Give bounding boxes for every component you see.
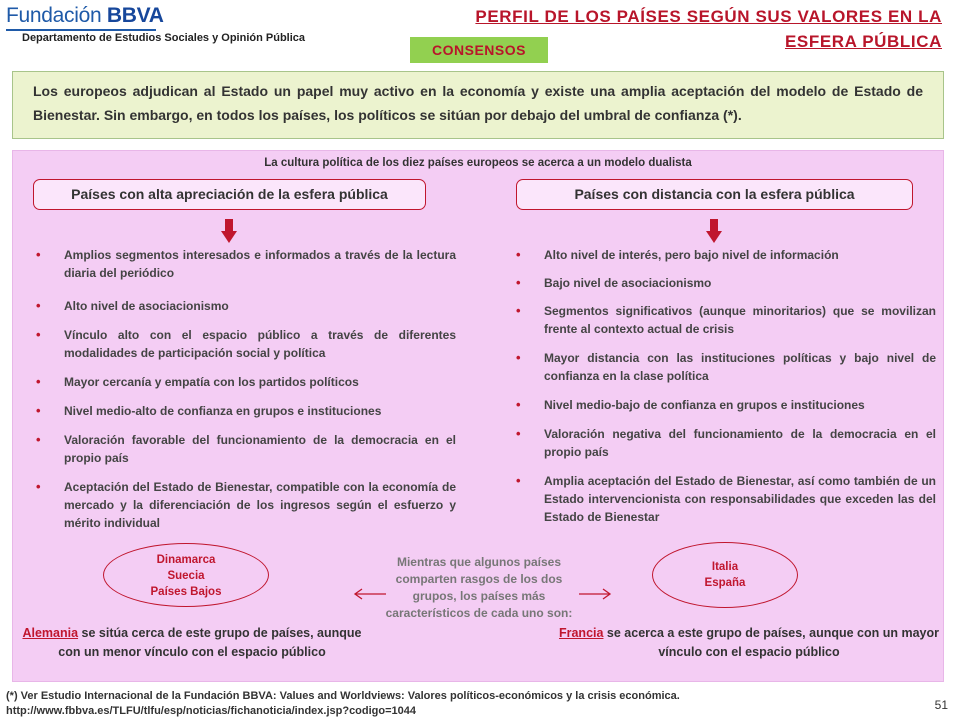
right-country-note xyxy=(556,624,942,662)
list-item: • Aceptación del Estado de Bienestar, compatible con la economía de mercado y la diferenciación de los ingresos según el esfuerzo y mérito individual xyxy=(36,478,456,532)
left-countries-ellipse xyxy=(103,543,269,607)
list-item: • Nivel medio-bajo de confianza en grupos e instituciones xyxy=(516,396,936,414)
consensos-tag: CONSENSOS xyxy=(410,37,548,63)
list-item: • Amplia aceptación del Estado de Bienestar, así como también de un Estado intervencionista con responsabilidades que exceden las del Estado de Bienestar xyxy=(516,472,936,526)
page-number: 51 xyxy=(934,698,948,712)
list-item: • Bajo nivel de asociacionismo xyxy=(516,274,936,292)
list-item: • Mayor distancia con las instituciones políticas y bajo nivel de confianza en la clase política xyxy=(516,349,936,385)
footnote xyxy=(6,689,906,719)
country-label: España xyxy=(704,577,746,589)
summary-box: Los europeos adjudican al Estado un papel muy activo en la economía y existe una amplia aceptación del modelo de Estado de Bienestar. Sin embargo, en todos los países, los políticos se sitúan por debajo del umbral de confianza (*). xyxy=(12,71,944,139)
country-label: Dinamarca xyxy=(156,554,216,566)
list-item: • Valoración favorable del funcionamiento de la democracia en el propio país xyxy=(36,431,456,467)
logo-text-light: Fundación xyxy=(6,4,102,27)
list-item: • Vínculo alto con el espacio público a través de diferentes modalidades de participación social y política xyxy=(36,326,456,362)
list-item: • Mayor cercanía y empatía con los partidos políticos xyxy=(36,373,456,391)
right-countries-ellipse xyxy=(652,542,798,608)
page-title: PERFIL DE LOS PAÍSES SEGÚN SUS VALORES EN LA ESFERA PÚBLICA xyxy=(475,7,942,51)
list-item: • Alto nivel de interés, pero bajo nivel de información xyxy=(516,246,936,264)
logo-underline xyxy=(6,29,156,31)
left-country-note xyxy=(14,624,370,662)
left-arrow-icon xyxy=(353,588,387,600)
left-group-title: Países con alta apreciación de la esfera pública xyxy=(33,179,426,210)
middle-explanation: Mientras que algunos países comparten rasgos de los dos grupos, los países más característicos de cada uno son: xyxy=(385,555,573,620)
left-group-list xyxy=(36,246,456,532)
country-label: Italia xyxy=(711,561,739,573)
panel-heading: La cultura política de los diez países europeos se acerca a un modelo dualista xyxy=(264,157,692,169)
note-country: Alemania xyxy=(22,626,79,640)
list-item: • Nivel medio-alto de confianza en grupos e instituciones xyxy=(36,402,456,420)
note-text: se acerca a este grupo de países, aunque con un mayor vínculo con el espacio público xyxy=(603,626,939,659)
logo-text-bold: BBVA xyxy=(106,4,164,27)
right-group-list xyxy=(516,246,936,526)
list-item: • Segmentos significativos (aunque minoritarios) que se movilizan frente al contexto actual de crisis xyxy=(516,302,936,338)
right-group-title: Países con distancia con la esfera pública xyxy=(516,179,913,210)
note-text: se sitúa cerca de este grupo de países, aunque con un menor vínculo con el espacio público xyxy=(58,626,362,659)
country-label: Suecia xyxy=(167,570,205,582)
country-label: Países Bajos xyxy=(150,586,222,598)
list-item: • Alto nivel de asociacionismo xyxy=(36,297,456,315)
fundacion-bbva-logo xyxy=(6,4,306,34)
down-arrow-icon xyxy=(221,219,237,243)
list-item: • Amplios segmentos interesados e informados a través de la lectura diaria del periódico xyxy=(36,246,456,282)
footnote-link[interactable]: http://www.fbbva.es/TLFU/tlfu/esp/noticias/fichanoticia/index.jsp?codigo=1044 xyxy=(6,705,417,717)
note-country: Francia xyxy=(558,626,604,640)
list-item: • Valoración negativa del funcionamiento de la democracia en el propio país xyxy=(516,425,936,461)
footnote-text: (*) Ver Estudio Internacional de la Fundación BBVA: Values and Worldviews: Valores políticos-económicos y la crisis económica. xyxy=(6,690,680,702)
down-arrow-icon xyxy=(706,219,722,243)
department-label: Departamento de Estudios Sociales y Opinión Pública xyxy=(22,32,306,44)
right-arrow-icon xyxy=(578,588,612,600)
